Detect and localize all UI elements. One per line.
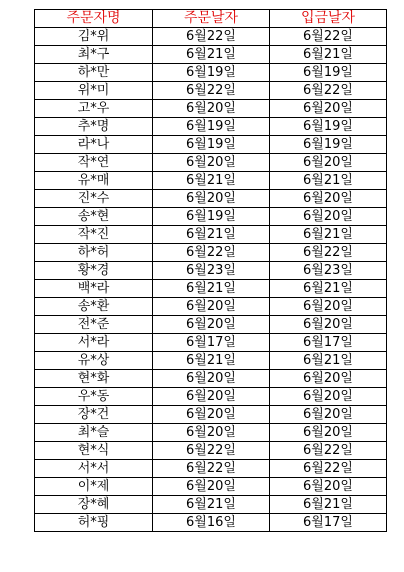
order-date-cell: 6월22일	[153, 28, 270, 46]
deposit-date-cell: 6월20일	[270, 190, 387, 208]
orderer-name-cell: 송*환	[35, 298, 153, 316]
table-row	[35, 244, 387, 262]
orderer-name-cell: 최*구	[35, 46, 153, 64]
order-date-cell: 6월20일	[153, 424, 270, 442]
order-deposit-table	[34, 9, 387, 532]
order-date-cell: 6월21일	[153, 280, 270, 298]
orderer-name-cell: 유*매	[35, 172, 153, 190]
orderer-name-cell: 우*동	[35, 388, 153, 406]
deposit-date-cell: 6월20일	[270, 370, 387, 388]
table-row	[35, 262, 387, 280]
deposit-date-cell: 6월22일	[270, 82, 387, 100]
table-row	[35, 46, 387, 64]
deposit-date-cell: 6월20일	[270, 406, 387, 424]
deposit-date-cell: 6월20일	[270, 208, 387, 226]
deposit-date-cell: 6월20일	[270, 478, 387, 496]
deposit-date-cell: 6월21일	[270, 280, 387, 298]
orderer-name-cell: 김*위	[35, 28, 153, 46]
header-orderer-name: 주문자명	[35, 10, 153, 28]
order-date-cell: 6월21일	[153, 226, 270, 244]
order-date-cell: 6월19일	[153, 136, 270, 154]
order-date-cell: 6월22일	[153, 442, 270, 460]
order-date-cell: 6월20일	[153, 154, 270, 172]
orderer-name-cell: 장*건	[35, 406, 153, 424]
deposit-date-cell: 6월20일	[270, 154, 387, 172]
orderer-name-cell: 라*나	[35, 136, 153, 154]
table-row	[35, 100, 387, 118]
order-date-cell: 6월21일	[153, 172, 270, 190]
orderer-name-cell: 장*혜	[35, 496, 153, 514]
order-date-cell: 6월21일	[153, 46, 270, 64]
orderer-name-cell: 전*준	[35, 316, 153, 334]
deposit-date-cell: 6월21일	[270, 496, 387, 514]
orderer-name-cell: 진*수	[35, 190, 153, 208]
table-row	[35, 154, 387, 172]
table-row	[35, 316, 387, 334]
deposit-date-cell: 6월22일	[270, 460, 387, 478]
orderer-name-cell: 위*미	[35, 82, 153, 100]
order-date-cell: 6월20일	[153, 316, 270, 334]
orderer-name-cell: 송*현	[35, 208, 153, 226]
order-date-cell: 6월22일	[153, 460, 270, 478]
table-row	[35, 226, 387, 244]
table-row	[35, 478, 387, 496]
table-row	[35, 64, 387, 82]
table-row	[35, 118, 387, 136]
order-date-cell: 6월17일	[153, 334, 270, 352]
table-row	[35, 334, 387, 352]
table-row	[35, 460, 387, 478]
deposit-date-cell: 6월19일	[270, 136, 387, 154]
table-row	[35, 280, 387, 298]
header-row	[35, 10, 387, 28]
orderer-name-cell: 최*슬	[35, 424, 153, 442]
order-date-cell: 6월20일	[153, 370, 270, 388]
deposit-date-cell: 6월22일	[270, 28, 387, 46]
orderer-name-cell: 현*화	[35, 370, 153, 388]
table-row	[35, 352, 387, 370]
table-row	[35, 136, 387, 154]
header-order-date: 주문날자	[153, 10, 270, 28]
deposit-date-cell: 6월17일	[270, 334, 387, 352]
orderer-name-cell: 현*식	[35, 442, 153, 460]
orderer-name-cell: 서*서	[35, 460, 153, 478]
deposit-date-cell: 6월21일	[270, 226, 387, 244]
table-row	[35, 208, 387, 226]
order-date-cell: 6월20일	[153, 298, 270, 316]
orderer-name-cell: 작*진	[35, 226, 153, 244]
orderer-name-cell: 고*우	[35, 100, 153, 118]
table-row	[35, 370, 387, 388]
deposit-date-cell: 6월20일	[270, 424, 387, 442]
deposit-date-cell: 6월21일	[270, 46, 387, 64]
order-date-cell: 6월19일	[153, 118, 270, 136]
header-deposit-date: 입금날자	[270, 10, 387, 28]
deposit-date-cell: 6월17일	[270, 514, 387, 532]
table-row	[35, 172, 387, 190]
order-date-cell: 6월19일	[153, 64, 270, 82]
orderer-name-cell: 추*명	[35, 118, 153, 136]
table-row	[35, 496, 387, 514]
deposit-date-cell: 6월20일	[270, 100, 387, 118]
table-row	[35, 406, 387, 424]
order-date-cell: 6월19일	[153, 208, 270, 226]
table-row	[35, 82, 387, 100]
order-date-cell: 6월20일	[153, 100, 270, 118]
order-date-cell: 6월20일	[153, 388, 270, 406]
orderer-name-cell: 황*경	[35, 262, 153, 280]
deposit-date-cell: 6월20일	[270, 316, 387, 334]
table-row	[35, 388, 387, 406]
order-date-cell: 6월23일	[153, 262, 270, 280]
deposit-date-cell: 6월22일	[270, 244, 387, 262]
order-date-cell: 6월22일	[153, 244, 270, 262]
order-date-cell: 6월21일	[153, 496, 270, 514]
order-date-cell: 6월20일	[153, 478, 270, 496]
table-row	[35, 28, 387, 46]
deposit-date-cell: 6월22일	[270, 442, 387, 460]
order-date-cell: 6월20일	[153, 190, 270, 208]
table-row	[35, 442, 387, 460]
deposit-date-cell: 6월21일	[270, 352, 387, 370]
deposit-date-cell: 6월19일	[270, 64, 387, 82]
table-row	[35, 514, 387, 532]
table-row	[35, 298, 387, 316]
order-date-cell: 6월21일	[153, 352, 270, 370]
deposit-date-cell: 6월21일	[270, 172, 387, 190]
orderer-name-cell: 작*연	[35, 154, 153, 172]
orderer-name-cell: 백*라	[35, 280, 153, 298]
table-body	[35, 28, 387, 532]
table-row	[35, 424, 387, 442]
order-date-cell: 6월22일	[153, 82, 270, 100]
orderer-name-cell: 서*라	[35, 334, 153, 352]
deposit-date-cell: 6월20일	[270, 298, 387, 316]
deposit-date-cell: 6월19일	[270, 118, 387, 136]
order-date-cell: 6월20일	[153, 406, 270, 424]
orderer-name-cell: 허*핑	[35, 514, 153, 532]
orderer-name-cell: 하*허	[35, 244, 153, 262]
orderer-name-cell: 유*상	[35, 352, 153, 370]
orderer-name-cell: 이*제	[35, 478, 153, 496]
orderer-name-cell: 하*만	[35, 64, 153, 82]
table-row	[35, 190, 387, 208]
deposit-date-cell: 6월23일	[270, 262, 387, 280]
order-date-cell: 6월16일	[153, 514, 270, 532]
deposit-date-cell: 6월20일	[270, 388, 387, 406]
